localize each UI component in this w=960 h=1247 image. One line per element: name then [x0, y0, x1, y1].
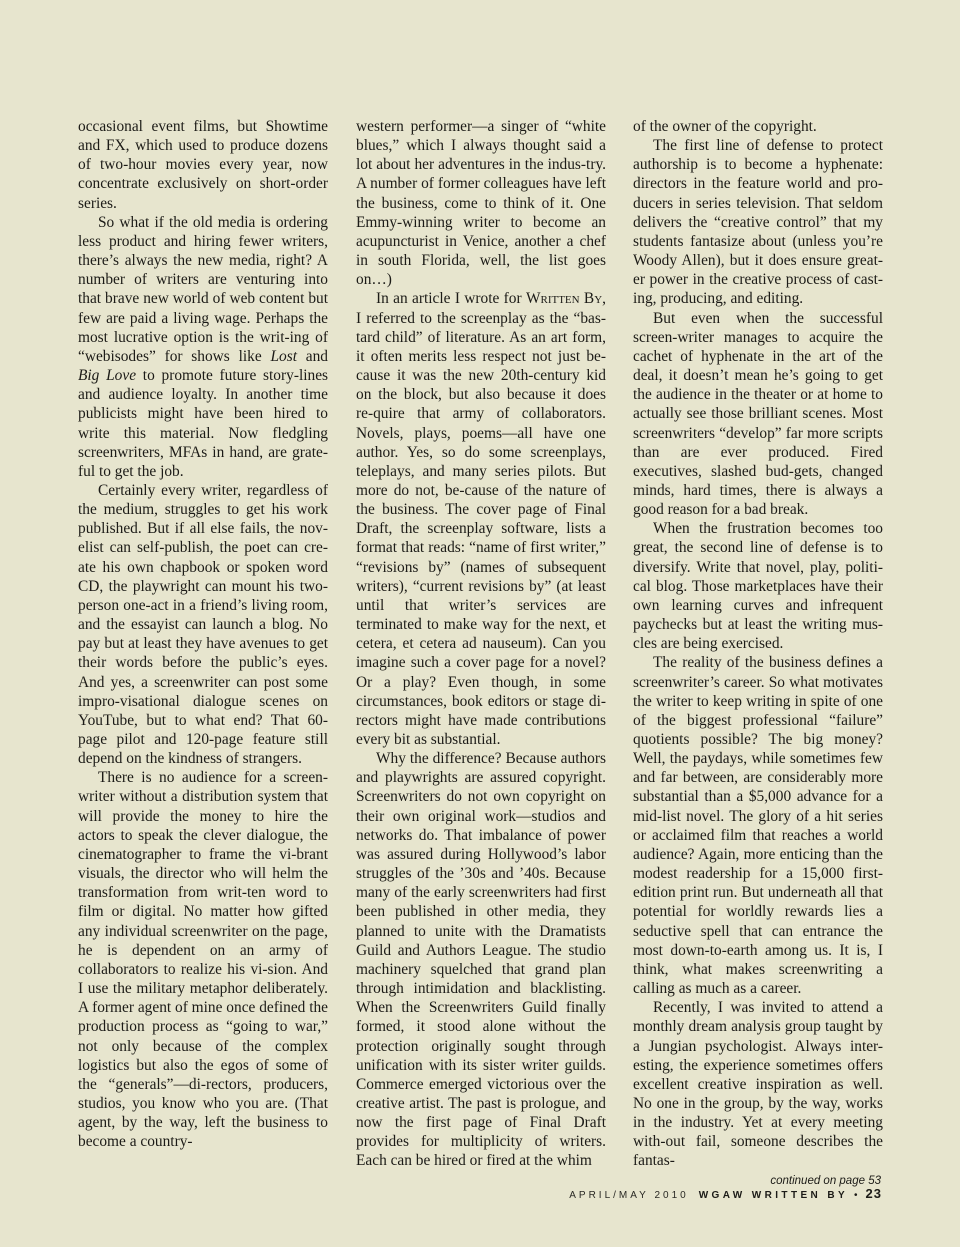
page-number: 23 — [865, 1186, 882, 1201]
paragraph: When the frustration becomes too great, the second line of defense is to diversify. Write that novel, play, politi-cal blog. Those marketplaces have their own learning curves and infrequent paychecks but at least the writing mus-cles are being exercised. — [633, 520, 883, 653]
paragraph: In an article I wrote for Written By, I referred to the screenplay as the “bas-tard child” of literature. As an art form, it often merits less respect not just be-cause it was the new 20th-century kid on the block, but also because it does re-quire that army of collaborators. Novels, plays, poems—all have one author. Yes, so do some screenplays, teleplays, and many series pilots. But more do not, be-cause of the nature of the business. The cover page of Final Draft, the screenplay software, lists a format that reads: “name of first writer,” “revisions by” (names of subsequent writers), “current revisions by” (at least until that writer’s services are terminated to make way for the next, et cetera, et cetera ad nauseum). Can you imagine such a cover page for a novel? Or a play? Even though, in some circumstances, book editors or stage di-rectors might have made contributions every bit as substantial. — [356, 290, 606, 748]
show-title: Lost — [270, 347, 297, 365]
paragraph: The reality of the business defines a screenwriter’s career. So what motivates the writer to keep writing in spite of one of the biggest professional “failure” quotients possible? The big money? Well, the paydays, while sometimes few and far between, are considerably more substantial than a $5,000 advance for a mid-list novel. The glory of a hit series or acclaimed film that reaches a world audience? Again, more enticing than the modest readership for a 15,000 first-edition print run. But underneath all that potential for worldly rewards lies a seductive spell that can entrance the most down-to-earth among us. It is, I think, what makes screenwriting a calling as much as a career. — [633, 654, 883, 998]
paragraph: Why the difference? Because authors and playwrights are assured copyright. Screenwriters do not own copyright on their own original work—studios and networks do. That imbalance of power was assured during Hollywood’s labor struggles of the ’30s and ’40s. Because many of the early screenwriters had first been published in other media, they planned to unite with the Dramatists Guild and Authors League. The studio machinery squelched that grand plan through intimidation and blacklisting. When the Screenwriters Guild finally formed, it stood alone without the protection originally sought through unification with its sister writer guilds. Commerce emerged victorious over the creative artist. The past is prologue, and now the first page of Final Draft provides for multiplicity of writers. Each can be hired or fired at the whim — [356, 750, 606, 1170]
paragraph: of the owner of the copyright. — [633, 118, 817, 135]
paragraph: Recently, I was invited to attend a monthly dream analysis group taught by a Jungian psychologist. Always inter-esting, the experience sometimes offers excellent creative inspiration as well. No one in the group, by the way, works in the industry. Yet at every meeting with-out fail, someone describes the fantas- — [633, 999, 883, 1170]
paragraph: western performer—a singer of “white blues,” which I always thought said a lot about her adventures in the indus-try. A number of former colleagues have left the business, come to think of it. One Emmy-winning writer to become an acupuncturist in Venice, another a chef in south Florida, well, the list goes on…) — [356, 118, 606, 289]
show-title: Big Love — [78, 367, 137, 385]
bullet-separator: • — [854, 1190, 858, 1201]
magazine-name: Written By — [525, 290, 603, 308]
paragraph: There is no audience for a screen-writer without a distribution system that will provide the money to hire the actors to speak the clever dialogue, the cinematographer to frame the vi-brant visuals, the director who will helm the transformation from writ-ten word to film or digital. No matter how gifted any individual screenwriter on the page, he is dependent on an army of collaborators to realize his vi-sion. And I use the military metaphor deliberately. A former agent of mine once defined the production process as “going to war,” not only because of the complex logistics but also the egos of some of the “generals”—di-rectors, producers, studios, you know who you are. (That agent, by the way, left the business to become a country- — [78, 769, 328, 1151]
paragraph: occasional event films, but Showtime and FX, which used to produce dozens of two-hour movies every year, now concentrate exclusively on short-order series. — [78, 118, 328, 212]
text-column-3 — [633, 117, 883, 1189]
magazine-title: WGAW WRITTEN BY — [698, 1190, 849, 1201]
text-column-1 — [78, 117, 328, 1151]
paragraph: Certainly every writer, regardless of the medium, struggles to get his work published. But if all else fails, the nov-elist can self-publish, the poet can cre-ate his own chapbook or spoken word CD, the playwright can mount his two-person one-act in a friend’s living room, and the essayist can launch a blog. No pay but at least they have avenues to get their words before the public’s eyes. And yes, a screenwriter can post some impro-visational dialogue scenes on YouTube, but to what end? That 60-page pilot and 120-page feature still depend on the kindness of strangers. — [78, 481, 328, 768]
paragraph: The first line of defense to protect authorship is to become a hyphenate: directors in the feature world and pro-ducers in series television. That seldom delivers the “creative control” that my students fantasize about (unless you’re Woody Allen), but it does ensure great-er power in the creative process of cast-ing, producing, and editing. — [633, 137, 883, 308]
paragraph: But even when the successful screen-writer manages to acquire the cachet of hyphenate in the art of the deal, it doesn’t mean he’s going to get the audience in the theater or at home to actually see those brilliant scenes. Most screenwriters “develop” far more scripts than are ever produced. Fired executives, slashed bud-gets, changed minds, hard times, there is always a good reason for a bad break. — [633, 309, 883, 519]
continued-note: continued on page 53 — [770, 1174, 881, 1187]
page-footer — [569, 1186, 882, 1201]
paragraph: So what if the old media is ordering less product and hiring fewer writers, there’s always the new media, right? A number of writers are venturing into that brave new world of web content but few are paid a living wage. Perhaps the most lucrative option is the writ-ing of “webisodes” for shows like Lost and Big Love to promote future story-lines and audience loyalty. In another time publicists might have been hired to write this material. Now fledgling screenwriters, MFAs in hand, are grate-ful to get the job. — [78, 213, 329, 480]
text-column-2 — [356, 117, 606, 1171]
issue-date: APRIL/MAY 2010 — [569, 1190, 689, 1201]
